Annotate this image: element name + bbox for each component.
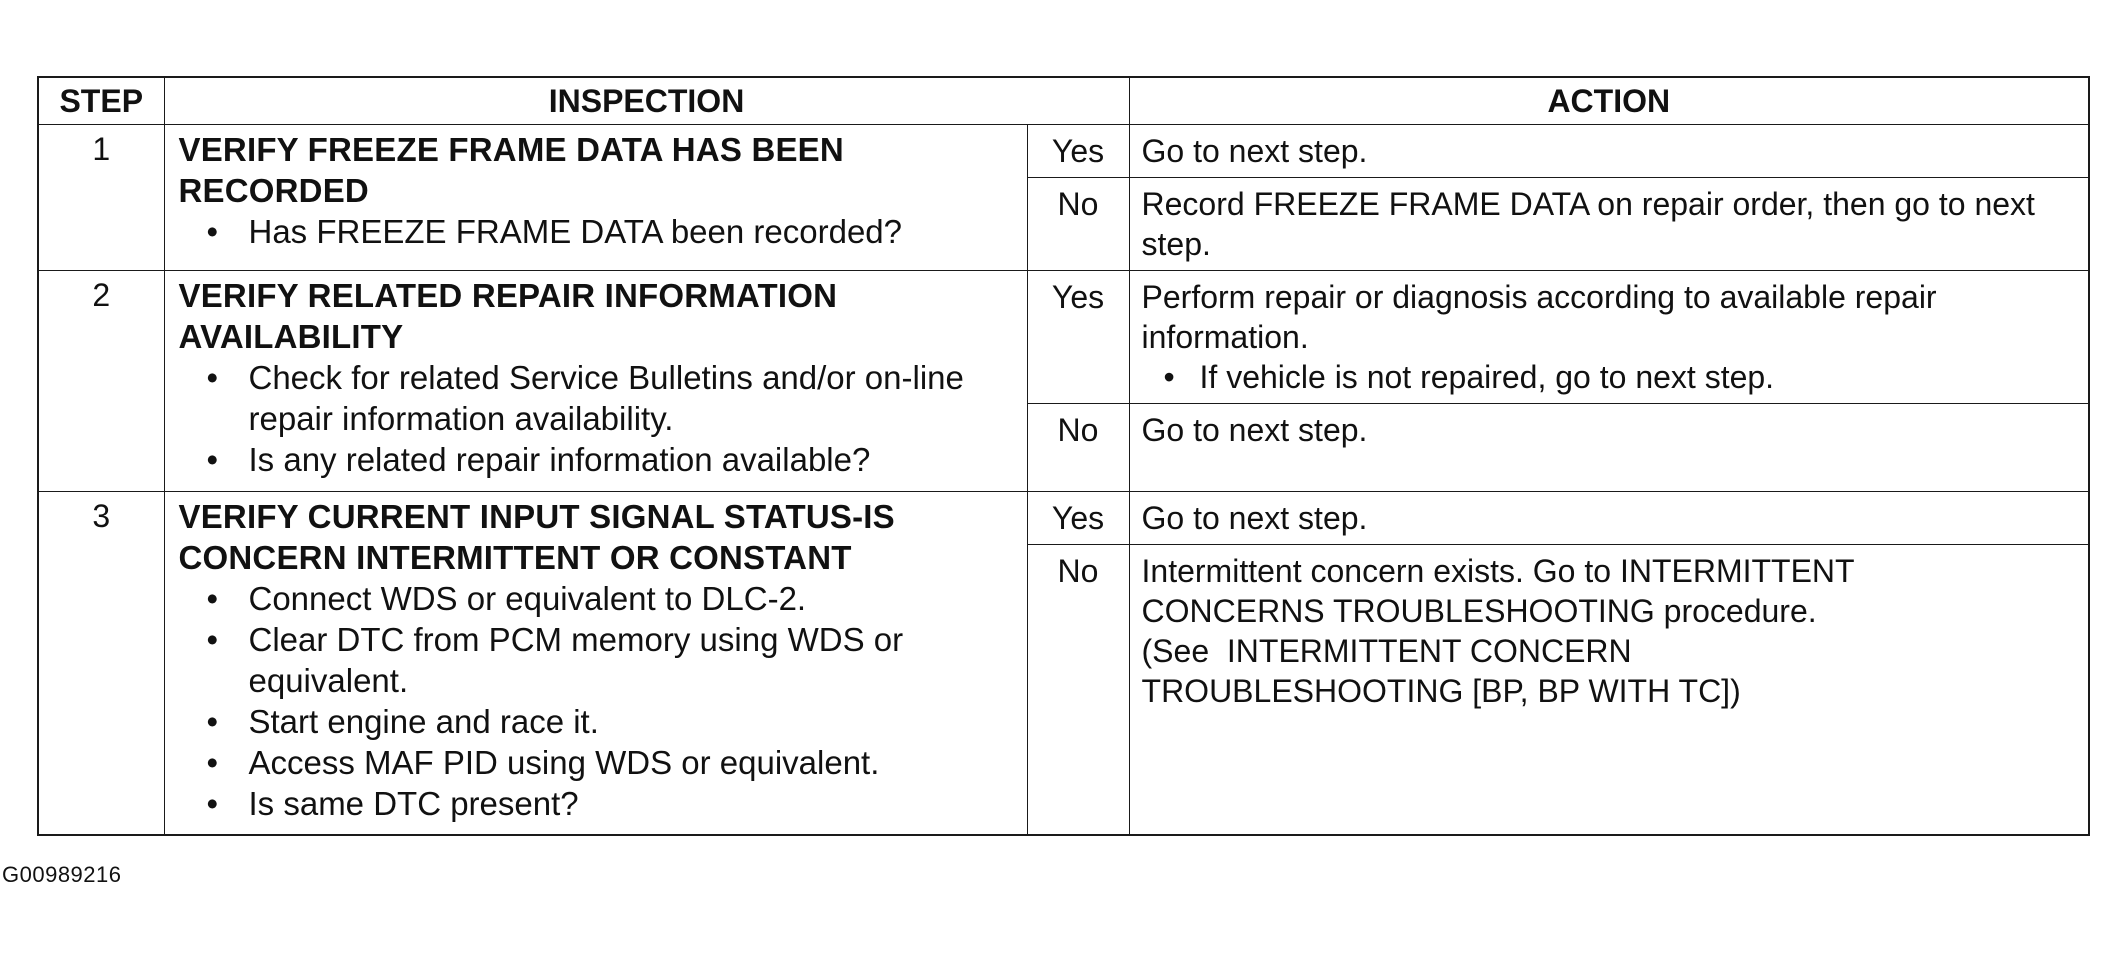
no-label: No: [1027, 545, 1129, 835]
yes-action: Go to next step.: [1129, 125, 2089, 178]
inspection-bullet: • Access MAF PID using WDS or equivalent.: [249, 742, 1017, 783]
action-bullet: • If vehicle is not repaired, go to next step.: [1200, 357, 2079, 397]
yes-label: Yes: [1027, 125, 1129, 178]
no-action-line: TROUBLESHOOTING [BP, BP WITH TC]): [1141, 673, 1741, 709]
inspection-bullet: • Has FREEZE FRAME DATA been recorded?: [249, 211, 1017, 252]
inspection-bullet: • Check for related Service Bulletins and/or on-line repair information availability.: [249, 357, 1017, 439]
step-1-yes-row: [38, 125, 2089, 178]
header-step: STEP: [38, 77, 164, 125]
step-number: 3: [38, 492, 164, 835]
no-action: Go to next step.: [1129, 404, 2089, 492]
yes-action-cell: [1129, 271, 2089, 404]
step-number: 1: [38, 125, 164, 271]
diagnostic-procedure-table: [37, 76, 2090, 836]
no-action-line: Intermittent concern exists. Go to INTERMITTENT: [1141, 553, 1855, 589]
inspection-bullet: • Is any related repair information available?: [249, 439, 1017, 480]
yes-action: Go to next step.: [1129, 492, 2089, 545]
no-label: No: [1027, 404, 1129, 492]
step-2-yes-row: [38, 271, 2089, 404]
inspection-title: VERIFY RELATED REPAIR INFORMATION AVAILABILITY: [178, 277, 838, 355]
inspection-title: VERIFY CURRENT INPUT SIGNAL STATUS-IS CONCERN INTERMITTENT OR CONSTANT: [178, 498, 895, 576]
table-header-row: [38, 77, 2089, 125]
yes-action: Perform repair or diagnosis according to available repair information.: [1141, 279, 1937, 355]
inspection-bullet: • Is same DTC present?: [249, 783, 1017, 824]
no-action-line: CONCERNS TROUBLESHOOTING procedure.: [1141, 593, 1817, 629]
no-action: Record FREEZE FRAME DATA on repair order, then go to next step.: [1129, 178, 2089, 271]
step-inspection: [164, 125, 1027, 271]
inspection-bullet: • Connect WDS or equivalent to DLC-2.: [249, 578, 1017, 619]
inspection-bullet: • Start engine and race it.: [249, 701, 1017, 742]
inspection-bullet: • Clear DTC from PCM memory using WDS or equivalent.: [249, 619, 1017, 701]
inspection-bullets: [179, 211, 1017, 252]
no-action-line: (See INTERMITTENT CONCERN: [1141, 633, 1632, 669]
no-action-cell: [1129, 545, 2089, 835]
yes-label: Yes: [1027, 492, 1129, 545]
step-inspection: [164, 271, 1027, 492]
header-action: ACTION: [1129, 77, 2089, 125]
no-label: No: [1027, 178, 1129, 271]
figure-id: G00989216: [2, 862, 122, 887]
yes-action-bullets: [1142, 357, 2079, 397]
header-inspection: INSPECTION: [164, 77, 1129, 125]
yes-label: Yes: [1027, 271, 1129, 404]
inspection-bullets: [179, 578, 1017, 824]
step-number: 2: [38, 271, 164, 492]
step-3-yes-row: [38, 492, 2089, 545]
step-inspection: [164, 492, 1027, 835]
inspection-title: VERIFY FREEZE FRAME DATA HAS BEEN RECORDED: [178, 131, 844, 209]
inspection-bullets: [179, 357, 1017, 480]
